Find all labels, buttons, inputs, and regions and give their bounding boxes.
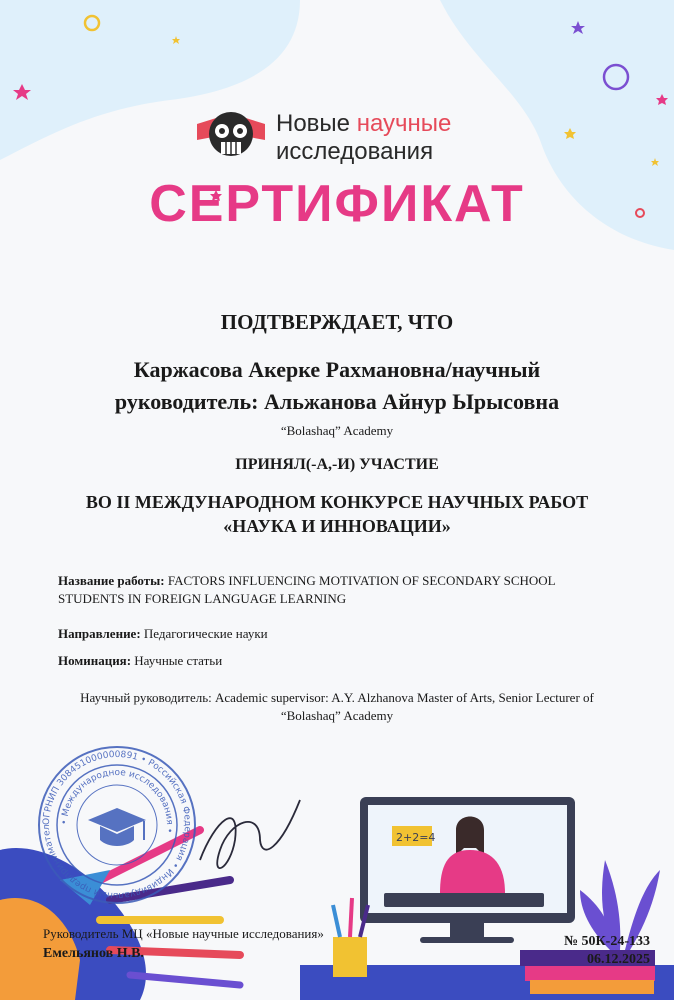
nomination [58,652,222,670]
head-name: Емельянов Н.В. [43,946,144,961]
participation-text: ПРИНЯЛ(-А,-И) УЧАСТИЕ [235,456,439,473]
recipient-line-1: Каржасова Акерке Рахмановна/научный [133,357,541,382]
supervisor-line-2: “Bolashaq” Academy [280,708,394,723]
video-bar [384,893,544,907]
direction-label: Направление: [58,626,141,641]
work-title-label: Название работы: [58,573,165,588]
organization: “Bolashaq” Academy [280,423,394,438]
stamp-inner-text: • Международное исследования • [59,767,175,834]
direction-value: Педагогические науки [143,626,268,641]
contest-line-1: ВО II МЕЖДУНАРОДНОМ КОНКУРСЕ НАУЧНЫХ РАБОТ [85,492,589,512]
signature [200,800,300,868]
confirms-text: ПОДТВЕРЖДАЕТ, ЧТО [220,310,454,334]
recipient-line-2: руководитель: Альжанова Айнур Ырысовна [114,389,560,414]
monitor-stand [450,923,484,937]
monitor-base [420,937,514,943]
graduation-cap-icon [88,808,146,846]
monitor-illustration [360,797,575,943]
brand-accent-word: научные [356,110,452,137]
work-title-value-2: STUDENTS IN FOREIGN LANGUAGE LEARNING [58,591,347,606]
brand-word: Новые [276,110,351,137]
certificate-date: 06.12.2025 [587,952,650,967]
certificate-title: СЕРТИФИКАТ [149,175,525,233]
contest-line-2: «НАУКА И ИННОВАЦИИ» [223,516,451,536]
nomination-label: Номинация: [58,653,132,668]
nomination-value: Научные статьи [134,653,223,668]
work-title [58,572,613,608]
certificate-number: № 50К-24-133 [563,934,650,949]
direction [58,625,268,643]
board-formula: 2+2=4 [396,831,436,844]
work-title-value-1: FACTORS INFLUENCING MOTIVATION OF SECONDARY SCHOOL [167,573,556,588]
brand-name [276,110,451,166]
official-stamp [36,744,198,906]
stamp-ring-text: ОГРНИП 308451000000891 • Российская Федерация • Индивидуальный предпринимател [41,749,193,901]
supervisor-line-1: Научный руководитель: Academic supervisor: A.Y. Alzhanova Master of Arts, Senior Lecturer of [80,690,594,705]
brand-line2: исследования [276,138,434,165]
head-title: Руководитель МЦ «Новые научные исследования» [43,926,324,941]
brand-logo [193,104,269,162]
owl-logo-icon [193,104,269,162]
